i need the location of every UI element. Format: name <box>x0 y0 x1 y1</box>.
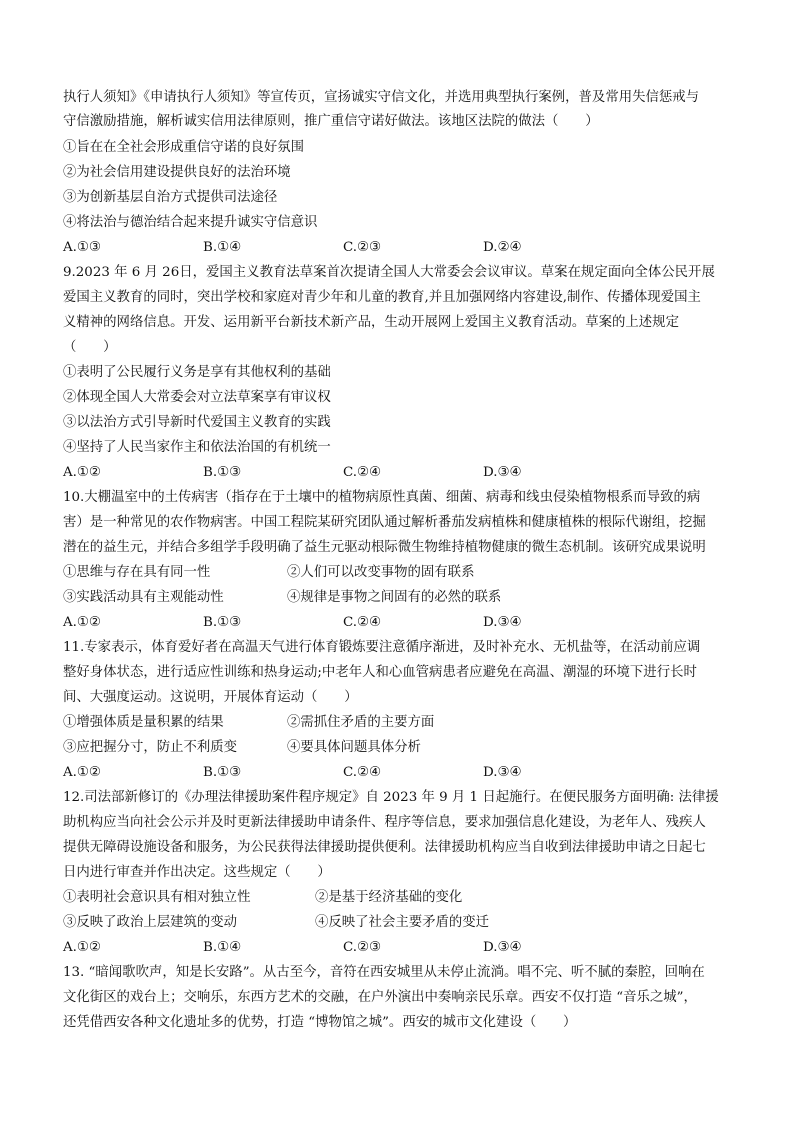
q9-option-b[interactable]: B.①③ <box>203 465 242 480</box>
q9-stem-line-1: 9.2023 年 6 月 26日，爱国主义教育法草案首次提请全国人大常委会会议审议。草案在规定面向全体公民开展 <box>63 265 715 280</box>
q12-option-b[interactable]: B.①④ <box>203 940 242 955</box>
q10-stem-line-1: 10.大棚温室中的土传病害（指存在于土壤中的植物病原性真菌、细菌、病毒和线虫侵染植物根系而导致的病 <box>63 490 701 505</box>
q11-item-4: ④要具体问题具体分析 <box>287 740 421 755</box>
q12-option-a[interactable]: A.①② <box>63 940 101 955</box>
q11-item-3: ③应把握分寸，防止不利质变 <box>63 740 238 755</box>
q11-items-row-2 <box>63 738 733 758</box>
q13-stem-line-3: 还凭借西安各种文化遗址多的优势，打造 “博物馆之城”。西安的城市文化建设（ ） <box>63 1015 577 1030</box>
q8-option-d[interactable]: D.②④ <box>483 240 522 255</box>
q12-stem-line-1: 12.司法部新修订的《办理法律援助案件程序规定》自 2023 年 9 月 1 日起施行。在便民服务方面明确: 法律援 <box>63 790 719 805</box>
q12-item-4: ④反映了社会主要矛盾的变迁 <box>315 915 490 930</box>
q10-option-a[interactable]: A.①② <box>63 615 101 630</box>
q10-items-row-2 <box>63 588 733 608</box>
q12-stem-line-3: 提供无障碍设施设备和服务，为公民获得法律援助提供便利。法律援助机构应当自收到法律援助申请之日起七 <box>63 840 706 855</box>
q11-option-b[interactable]: B.①③ <box>203 765 242 780</box>
q11-items-row-1 <box>63 713 733 733</box>
q10-option-b[interactable]: B.①③ <box>203 615 242 630</box>
q8-item-3: ③为创新基层自治方式提供司法途径 <box>63 190 278 205</box>
q13-stem-line-1: 13. “暗闻歌吹声，知是长安路”。从古至今，音符在西安城里从未停止流淌。唱不完、听不腻的秦腔，回响在 <box>63 965 705 980</box>
q9-item-2: ②体现全国人大常委会对立法草案享有审议权 <box>63 390 331 405</box>
q11-stem-line-2: 整好身体状态，进行适应性训练和热身运动;中老年人和心血管病患者应避免在高温、潮湿的环境下进行长时 <box>63 665 697 680</box>
q9-item-1: ①表明了公民履行义务是享有其他权利的基础 <box>63 365 331 380</box>
q9-item-3: ③以法治方式引导新时代爱国主义教育的实践 <box>63 415 331 430</box>
q8-option-c[interactable]: C.②③ <box>343 240 382 255</box>
q12-item-3: ③反映了政治上层建筑的变动 <box>63 915 238 930</box>
q8-stem-line-1: 执行人须知》《申请执行人须知》等宣传页，宣扬诚实守信文化，并选用典型执行案例，普及常用失信惩戒与 <box>63 90 700 105</box>
q8-option-a[interactable]: A.①③ <box>63 240 101 255</box>
q8-item-1: ①旨在在全社会形成重信守诺的良好氛围 <box>63 140 305 155</box>
q11-stem-line-1: 11.专家表示，体育爱好者在高温天气进行体育锻炼要注意循序渐进，及时补充水、无机盐等，在活动前应调 <box>63 640 701 655</box>
q9-option-d[interactable]: D.③④ <box>483 465 522 480</box>
q9-option-a[interactable]: A.①② <box>63 465 101 480</box>
q11-item-1: ①增强体质是量积累的结果 <box>63 715 224 730</box>
q12-item-1: ①表明社会意识具有相对独立性 <box>63 890 251 905</box>
q8-item-4: ④将法治与德治结合起来提升诚实守信意识 <box>63 215 318 230</box>
q9-stem-line-3: 义精神的网络信息。开发、运用新平台新技术新产品，生动开展网上爱国主义教育活动。草案的上述规定 <box>63 315 679 330</box>
q9-options <box>63 463 733 483</box>
q12-options <box>63 938 733 958</box>
q10-stem-line-3: 潜在的益生元，并结合多组学手段明确了益生元驱动根际微生物维持植物健康的微生态机制。该研究成果说明 <box>63 540 706 555</box>
q8-item-2: ②为社会信用建设提供良好的法治环境 <box>63 165 291 180</box>
q9-item-4: ④坚持了人民当家作主和依法治国的有机统一 <box>63 440 331 455</box>
q12-item-2: ②是基于经济基础的变化 <box>315 890 463 905</box>
q10-option-c[interactable]: C.②④ <box>343 615 382 630</box>
q11-options <box>63 763 733 783</box>
q12-option-c[interactable]: C.②③ <box>343 940 382 955</box>
q10-option-d[interactable]: D.③④ <box>483 615 522 630</box>
q9-stem-line-2: 爱国主义教育的同时，突出学校和家庭对青少年和儿童的教育,并且加强网络内容建设,制作、传播体现爱国主 <box>63 290 701 305</box>
q12-items-row-1 <box>63 888 733 908</box>
q11-option-c[interactable]: C.②④ <box>343 765 382 780</box>
q12-stem-line-2: 助机构应当向社会公示并及时更新法律援助申请条件、程序等信息，要求加强信息化建设，为老年人、残疾人 <box>63 815 706 830</box>
q10-options <box>63 613 733 633</box>
q10-item-1: ①思维与存在具有同一性 <box>63 565 211 580</box>
q9-stem-line-4: （ ） <box>63 340 117 355</box>
q8-option-b[interactable]: B.①④ <box>203 240 242 255</box>
q8-stem-line-2: 守信激励措施，解析诚实信用法律原则，推广重信守诺好做法。该地区法院的做法（ ） <box>63 114 599 129</box>
q9-option-c[interactable]: C.②④ <box>343 465 382 480</box>
q10-items-row-1 <box>63 563 733 583</box>
q12-stem-line-4: 日内进行审查并作出决定。这些规定（ ） <box>63 865 331 880</box>
q12-items-row-2 <box>63 913 733 933</box>
q8-options <box>63 238 733 258</box>
q11-option-a[interactable]: A.①② <box>63 765 101 780</box>
q10-item-2: ②人们可以改变事物的固有联系 <box>287 565 475 580</box>
q11-option-d[interactable]: D.③④ <box>483 765 522 780</box>
q10-item-4: ④规律是事物之间固有的必然的联系 <box>287 590 502 605</box>
q11-item-2: ②需抓住矛盾的主要方面 <box>287 715 435 730</box>
q10-item-3: ③实践活动具有主观能动性 <box>63 590 224 605</box>
q11-stem-line-3: 间、大强度运动。这说明，开展体育运动（ ） <box>63 690 358 705</box>
q12-option-d[interactable]: D.③④ <box>483 940 522 955</box>
q10-stem-line-2: 害）是一种常见的农作物病害。中国工程院某研究团队通过解析番茄发病植株和健康植株的根际代谢组，挖掘 <box>63 515 706 530</box>
q13-stem-line-2: 文化街区的戏台上；交响乐，东西方艺术的交融，在户外演出中奏响亲民乐章。西安不仅打造 “音乐之城”， <box>63 990 697 1005</box>
